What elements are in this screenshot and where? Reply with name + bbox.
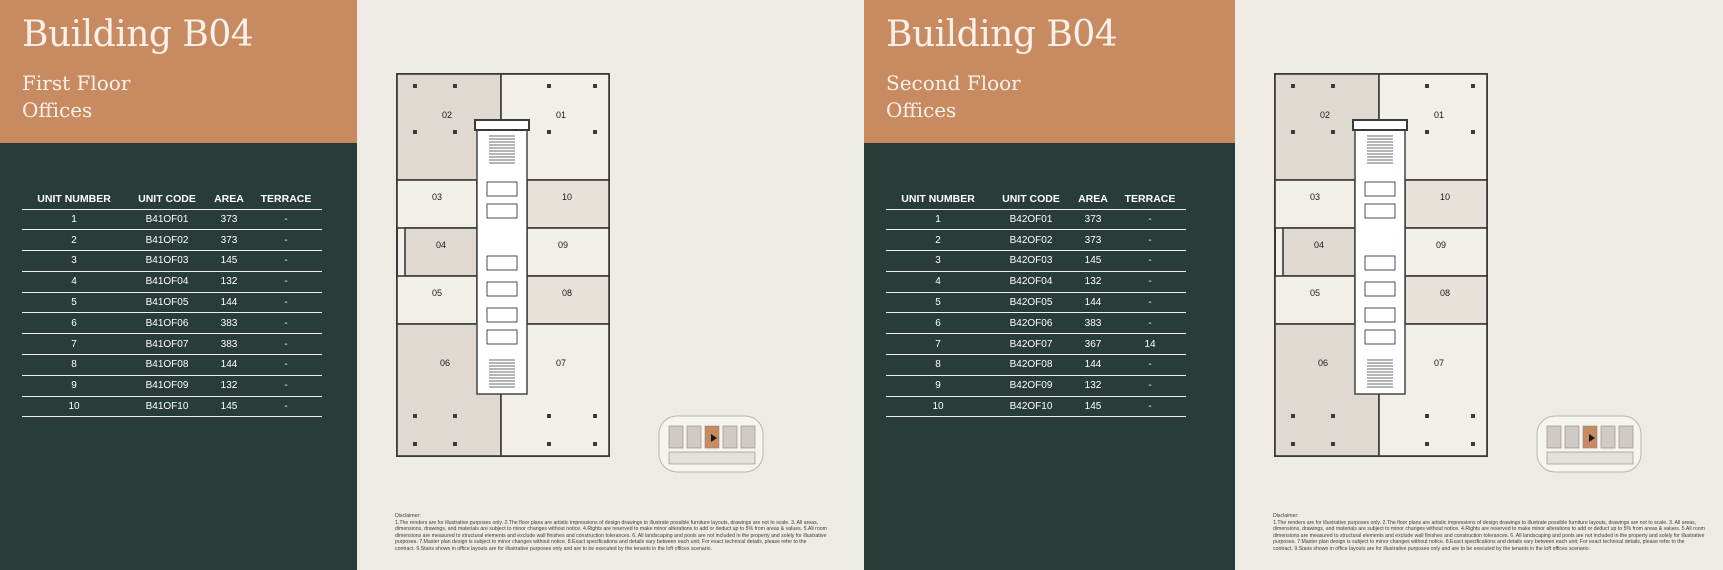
table-cell: B42OF03	[990, 251, 1072, 272]
column-header: UNIT CODE	[990, 190, 1072, 209]
table-cell: 373	[1072, 209, 1114, 230]
table-cell: 373	[208, 209, 250, 230]
disclaimer-1	[395, 513, 827, 553]
table-row	[886, 334, 1186, 355]
table-cell: 373	[1072, 230, 1114, 251]
table-cell: 383	[208, 334, 250, 355]
column	[1291, 442, 1295, 446]
floor-name-1: First Floor	[22, 71, 131, 95]
table-row	[22, 209, 322, 230]
unit-label: 01	[1433, 110, 1445, 120]
table-cell: 14	[1114, 334, 1186, 355]
disclaimer-title-1: Disclaimer:	[395, 513, 421, 519]
column	[1471, 414, 1475, 418]
unit-label: 04	[435, 240, 447, 250]
table-cell: B42OF05	[990, 292, 1072, 313]
table-cell: B41OF06	[126, 313, 208, 334]
office-unit	[1283, 228, 1355, 276]
column	[547, 84, 551, 88]
column-header: UNIT NUMBER	[886, 190, 990, 209]
unit-label: 10	[1439, 192, 1451, 202]
table-cell: 132	[1072, 271, 1114, 292]
column	[1425, 84, 1429, 88]
unit-label: 08	[1439, 288, 1451, 298]
table-cell: -	[250, 334, 322, 355]
table-cell: B41OF01	[126, 209, 208, 230]
table-row	[886, 396, 1186, 417]
keyplan-block	[723, 426, 737, 448]
units-table-2	[886, 190, 1186, 417]
unit-label: 10	[561, 192, 573, 202]
table-cell: 1	[886, 209, 990, 230]
keyplan-block	[741, 426, 755, 448]
table-cell: -	[1114, 230, 1186, 251]
table-row	[886, 209, 1186, 230]
floor-name-2: Second Floor	[886, 71, 1021, 95]
table-row	[22, 334, 322, 355]
table-cell: B41OF03	[126, 251, 208, 272]
column	[593, 442, 597, 446]
table-cell: 3	[886, 251, 990, 272]
table-cell: B41OF08	[126, 355, 208, 376]
table-cell: -	[250, 271, 322, 292]
table-row	[22, 396, 322, 417]
table-cell: 6	[22, 313, 126, 334]
disclaimer-text-2: 1.The renders are for illustrative purposes only. 2.The floor plans are artistic impressions of design drawings to illustrate possible furniture layouts, drawings are not to scale. 3. All areas, dimensions, drawings, and materials are subject to minor changes without notice. 4.Rights are reserved to make minor alterations to add or deduct up to 5% from areas & values. 5.All room dimensions are measured to structural elements and exclude wall finishes and construction tolerances. 6. All landscaping and pools are not included in the property and solely for illustrative purposes. 7.Master plan design is subject to minor changes without notice. 8.Exact specifications and details vary between each unit; For exact technical details, please refer to the contract. 9.Stairs shown in office layouts are for illustrative purposes only and are to be executed by the tenants in the loft offices scenario.	[1273, 519, 1705, 552]
floorplan-panel-2	[1235, 0, 1723, 570]
table-cell: -	[250, 375, 322, 396]
table-row	[22, 292, 322, 313]
office-unit	[397, 276, 477, 324]
table-header-row	[22, 190, 322, 209]
table-cell: -	[1114, 292, 1186, 313]
column	[453, 84, 457, 88]
unit-table-panel-2	[864, 0, 1235, 570]
floorplan-panel-1	[357, 0, 864, 570]
table-cell: 4	[22, 271, 126, 292]
column	[453, 414, 457, 418]
table-cell: B41OF04	[126, 271, 208, 292]
table-cell: -	[1114, 209, 1186, 230]
table-row	[886, 271, 1186, 292]
table-cell: B42OF08	[990, 355, 1072, 376]
column	[1291, 130, 1295, 134]
unit-label: 09	[1435, 240, 1447, 250]
keyplan-block	[1565, 426, 1579, 448]
disclaimer-2	[1273, 513, 1705, 553]
table-cell: 8	[22, 355, 126, 376]
table-cell: 145	[1072, 251, 1114, 272]
table-cell: 5	[22, 292, 126, 313]
unit-label: 06	[1317, 358, 1329, 368]
table-cell: 2	[22, 230, 126, 251]
table-cell: 367	[1072, 334, 1114, 355]
keyplan-podium	[669, 452, 755, 464]
disclaimer-title-2: Disclaimer:	[1273, 513, 1299, 519]
column-header: AREA	[1072, 190, 1114, 209]
table-cell: B41OF09	[126, 375, 208, 396]
table-row	[886, 313, 1186, 334]
floor-title-1	[22, 70, 130, 124]
office-unit	[527, 276, 609, 324]
unit-table-panel-1	[0, 0, 357, 570]
unit-label: 04	[1313, 240, 1325, 250]
table-cell: 4	[886, 271, 990, 292]
table-row	[886, 375, 1186, 396]
office-unit	[1275, 180, 1355, 228]
table-cell: -	[1114, 396, 1186, 417]
column	[1331, 84, 1335, 88]
column-header: TERRACE	[1114, 190, 1186, 209]
table-row	[22, 375, 322, 396]
table-cell: B42OF01	[990, 209, 1072, 230]
table-cell: 373	[208, 230, 250, 251]
column	[1291, 84, 1295, 88]
keyplan-podium	[1547, 452, 1633, 464]
column	[1471, 84, 1475, 88]
unit-label: 08	[561, 288, 573, 298]
table-cell: 145	[1072, 396, 1114, 417]
column	[413, 414, 417, 418]
core-header	[1353, 120, 1407, 130]
table-cell: 132	[208, 375, 250, 396]
table-cell: 144	[208, 292, 250, 313]
column	[1471, 442, 1475, 446]
table-cell: B41OF07	[126, 334, 208, 355]
column-header: UNIT CODE	[126, 190, 208, 209]
column	[1331, 442, 1335, 446]
table-row	[886, 230, 1186, 251]
table-cell: 383	[208, 313, 250, 334]
unit-label: 03	[431, 192, 443, 202]
column	[593, 414, 597, 418]
table-cell: -	[1114, 271, 1186, 292]
column	[1331, 130, 1335, 134]
table-cell: 9	[886, 375, 990, 396]
unit-label: 02	[441, 110, 453, 120]
office-unit	[405, 228, 477, 276]
column	[1425, 130, 1429, 134]
office-unit	[397, 180, 477, 228]
table-cell: B42OF09	[990, 375, 1072, 396]
office-unit	[527, 180, 609, 228]
table-cell: 3	[22, 251, 126, 272]
column	[593, 130, 597, 134]
keyplan-block	[1547, 426, 1561, 448]
table-cell: -	[250, 292, 322, 313]
column	[1471, 130, 1475, 134]
table-cell: B41OF10	[126, 396, 208, 417]
unit-label: 03	[1309, 192, 1321, 202]
table-cell: -	[250, 209, 322, 230]
unit-label: 07	[1433, 358, 1445, 368]
table-cell: B42OF06	[990, 313, 1072, 334]
title-header-2	[864, 0, 1235, 143]
table-row	[22, 313, 322, 334]
unit-label: 06	[439, 358, 451, 368]
column	[547, 414, 551, 418]
unit-label: 05	[431, 288, 443, 298]
table-row	[886, 355, 1186, 376]
table-cell: 10	[22, 396, 126, 417]
column	[453, 442, 457, 446]
table-row	[22, 355, 322, 376]
table-cell: -	[1114, 251, 1186, 272]
table-cell: 144	[1072, 292, 1114, 313]
title-header-1	[0, 0, 357, 143]
column	[547, 130, 551, 134]
column-header: UNIT NUMBER	[22, 190, 126, 209]
column	[413, 130, 417, 134]
office-unit	[1405, 276, 1487, 324]
building-core	[477, 128, 527, 394]
table-cell: 6	[886, 313, 990, 334]
table-cell: -	[250, 355, 322, 376]
column	[413, 84, 417, 88]
keyplan-block	[1601, 426, 1615, 448]
table-cell: 144	[208, 355, 250, 376]
column	[413, 442, 417, 446]
table-cell: -	[250, 251, 322, 272]
table-row	[886, 251, 1186, 272]
table-cell: 145	[208, 396, 250, 417]
key-plan-1	[657, 410, 765, 482]
table-cell: 145	[208, 251, 250, 272]
table-cell: B42OF07	[990, 334, 1072, 355]
column	[547, 442, 551, 446]
keyplan-block	[1619, 426, 1633, 448]
building-core	[1355, 128, 1405, 394]
table-cell: -	[250, 396, 322, 417]
column-header: TERRACE	[250, 190, 322, 209]
floor-title-2	[886, 70, 1021, 124]
table-cell: 383	[1072, 313, 1114, 334]
table-cell: 9	[22, 375, 126, 396]
table-cell: B42OF02	[990, 230, 1072, 251]
table-cell: -	[250, 230, 322, 251]
column	[1425, 442, 1429, 446]
core-header	[475, 120, 529, 130]
unit-label: 07	[555, 358, 567, 368]
table-row	[22, 251, 322, 272]
table-cell: B41OF05	[126, 292, 208, 313]
column	[453, 130, 457, 134]
table-cell: 2	[886, 230, 990, 251]
table-cell: 10	[886, 396, 990, 417]
column	[1331, 414, 1335, 418]
disclaimer-text-1: 1.The renders are for illustrative purposes only. 2.The floor plans are artistic impressions of design drawings to illustrate possible furniture layouts, drawings are not to scale. 3. All areas, dimensions, drawings, and materials are subject to minor changes without notice. 4.Rights are reserved to make minor alterations to add or deduct up to 5% from areas & values. 5.All room dimensions are measured to structural elements and exclude wall finishes and construction tolerances. 6. All landscaping and pools are not included in the property and solely for illustrative purposes. 7.Master plan design is subject to minor changes without notice. 8.Exact specifications and details vary between each unit; For exact technical details, please refer to the contract. 9.Stairs shown in office layouts are for illustrative purposes only and are to be executed by the tenants in the loft offices scenario.	[395, 519, 827, 552]
table-cell: -	[1114, 375, 1186, 396]
floor-plan-2	[1273, 72, 1513, 472]
table-row	[886, 292, 1186, 313]
table-cell: 132	[208, 271, 250, 292]
table-cell: B42OF10	[990, 396, 1072, 417]
floor-plan-1	[395, 72, 635, 472]
table-cell: 144	[1072, 355, 1114, 376]
floor-use-1: Offices	[22, 98, 93, 122]
building-title-1: Building B04	[22, 14, 254, 55]
key-plan-2	[1535, 410, 1643, 482]
column-header: AREA	[208, 190, 250, 209]
table-cell: B41OF02	[126, 230, 208, 251]
keyplan-block	[669, 426, 683, 448]
table-cell: 5	[886, 292, 990, 313]
table-cell: 7	[886, 334, 990, 355]
office-unit	[1405, 180, 1487, 228]
table-cell: 8	[886, 355, 990, 376]
table-cell: 7	[22, 334, 126, 355]
column	[593, 84, 597, 88]
table-cell: -	[1114, 355, 1186, 376]
table-header-row	[886, 190, 1186, 209]
keyplan-block	[687, 426, 701, 448]
table-row	[22, 230, 322, 251]
table-cell: 132	[1072, 375, 1114, 396]
office-unit	[527, 228, 609, 276]
table-cell: 1	[22, 209, 126, 230]
office-unit	[1275, 276, 1355, 324]
units-table-1	[22, 190, 322, 417]
column	[1425, 414, 1429, 418]
unit-label: 01	[555, 110, 567, 120]
column	[1291, 414, 1295, 418]
table-cell: -	[250, 313, 322, 334]
unit-label: 05	[1309, 288, 1321, 298]
table-row	[22, 271, 322, 292]
unit-label: 09	[557, 240, 569, 250]
office-unit	[1405, 228, 1487, 276]
building-title-2: Building B04	[886, 14, 1118, 55]
table-cell: -	[1114, 313, 1186, 334]
floor-use-2: Offices	[886, 98, 957, 122]
unit-label: 02	[1319, 110, 1331, 120]
table-cell: B42OF04	[990, 271, 1072, 292]
